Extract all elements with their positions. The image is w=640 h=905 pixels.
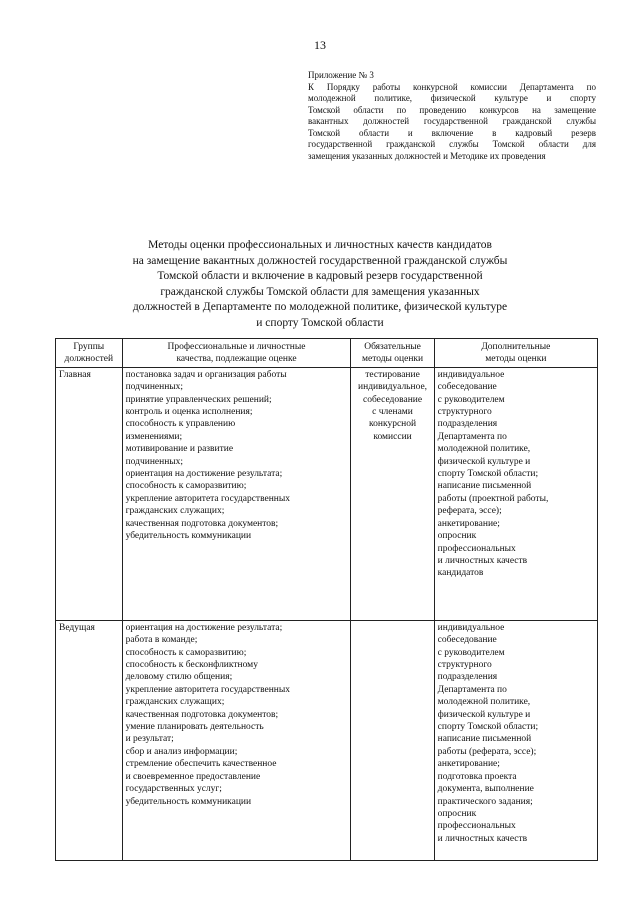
title-line: и спорту Томской области	[256, 316, 384, 329]
cell-line: кандидатов	[437, 568, 484, 579]
cell-line: работы (проектной работы,	[437, 493, 549, 504]
cell-required-methods	[351, 367, 434, 620]
cell-line: качественная подготовка документов;	[125, 518, 279, 529]
cell-line: работа в команде;	[125, 635, 198, 646]
cell-qualities	[122, 367, 351, 620]
header-text: Обязательные	[364, 342, 421, 352]
cell-line: реферата, эссе);	[437, 506, 502, 517]
cell-line: убедительность коммуникации	[125, 531, 252, 542]
cell-additional-methods	[434, 367, 597, 620]
cell-line: убедительность коммуникации	[125, 796, 252, 807]
cell-line: написание письменной	[437, 481, 532, 492]
cell-line: и личностных качеств	[437, 833, 528, 844]
cell-line: ориентация на достижение результата;	[125, 469, 283, 480]
cell-line: работы (реферата, эссе);	[437, 746, 537, 757]
header-text: Группы	[73, 342, 105, 352]
cell-line: подчиненных;	[125, 456, 184, 467]
appendix-note	[308, 70, 596, 162]
cell-line: с членами	[372, 407, 413, 418]
cell-line: подразделения	[437, 419, 498, 430]
cell-line: подготовка проекта	[437, 771, 517, 782]
cell-line: способность к бесконфликтному	[125, 660, 258, 671]
cell-line: написание письменной	[437, 734, 532, 745]
header-text: качества, подлежащие оценке	[176, 354, 297, 365]
cell-line: практического задания;	[437, 796, 533, 807]
cell-line: физической культуре и	[437, 709, 531, 720]
cell-line: опросник	[437, 531, 477, 542]
appendix-line: Томской области по проведению конкурсов на замещение	[308, 104, 596, 115]
cell-line: контроль и оценка исполнения;	[125, 407, 253, 418]
cell-line: ориентация на достижение результата;	[125, 622, 283, 633]
document-title	[90, 238, 550, 332]
cell-line: деловому стилю общения;	[125, 672, 233, 683]
cell-line: собеседование	[362, 394, 423, 405]
cell-qualities	[122, 620, 351, 860]
cell-line: укрепление авторитета государственных	[125, 493, 291, 504]
group-name: Главная	[59, 369, 91, 380]
cell-line: молодежной политике,	[437, 697, 531, 708]
appendix-line: вакантных должностей государственной гражданской службы	[308, 116, 596, 126]
cell-line: постановка задач и организация работы	[125, 369, 287, 380]
appendix-line: замещения указанных должностей и Методике их проведения	[308, 150, 546, 161]
cell-line: индивидуальное	[437, 622, 505, 633]
header-text: Дополнительные	[481, 342, 551, 352]
cell-line: с руководителем	[437, 394, 505, 405]
header-text: Профессиональные и личностные	[167, 342, 306, 352]
cell-line: опросник	[437, 808, 477, 819]
cell-line: конкурсной	[369, 419, 417, 430]
cell-line: подчиненных;	[125, 382, 184, 393]
header-additional-methods	[434, 339, 597, 368]
table-header-row	[56, 339, 598, 368]
cell-line: принятие управленческих решений;	[125, 394, 272, 405]
cell-line: умение планировать деятельность	[125, 722, 264, 733]
assessment-methods-table	[55, 338, 598, 861]
cell-line: государственных услуг;	[125, 784, 222, 795]
cell-line: стремление обеспечить качественное	[125, 759, 277, 770]
header-required-methods	[351, 339, 434, 368]
group-name: Ведущая	[59, 622, 95, 633]
cell-line: собеседование	[437, 635, 497, 646]
cell-line: и результат;	[125, 734, 174, 745]
cell-line: с руководителем	[437, 647, 505, 658]
cell-line: гражданских служащих;	[125, 506, 225, 517]
page-number: 13	[314, 38, 326, 52]
cell-line: комиссии	[373, 431, 412, 442]
cell-line: анкетирование;	[437, 759, 500, 770]
cell-line: способность к управлению	[125, 419, 236, 430]
cell-line: профессиональных	[437, 821, 516, 832]
appendix-line: Томской области и включение в кадровый резерв	[308, 127, 596, 138]
cell-line: документа, выполнение	[437, 784, 534, 795]
cell-line: и личностных качеств	[437, 555, 528, 566]
cell-line: способность к саморазвитию;	[125, 481, 247, 492]
cell-line: мотивирование и развитие	[125, 444, 234, 455]
cell-line: качественная подготовка документов;	[125, 709, 279, 720]
cell-line: Департамента по	[437, 431, 507, 442]
title-line: гражданской службы Томской области для замещения указанных	[160, 285, 480, 298]
cell-additional-methods	[434, 620, 597, 860]
cell-group	[56, 367, 123, 620]
cell-line: структурного	[437, 660, 492, 671]
header-qualities	[122, 339, 351, 368]
title-line: Томской области и включение в кадровый резерв государственной	[157, 270, 483, 283]
cell-line: анкетирование;	[437, 518, 500, 529]
cell-line: подразделения	[437, 672, 498, 683]
cell-line: тестирование	[365, 369, 420, 380]
cell-line: способность к саморазвитию;	[125, 647, 247, 658]
appendix-line: молодежной политике, физической культуре и спорту	[308, 93, 596, 103]
title-line: должностей в Департаменте по молодежной политике, физической культуре	[132, 301, 508, 314]
cell-line: изменениями;	[125, 431, 183, 442]
cell-line: профессиональных	[437, 543, 516, 554]
title-line: на замещение вакантных должностей государственной гражданской службы	[132, 254, 508, 267]
cell-line: молодежной политике,	[437, 444, 531, 455]
header-position-group	[56, 339, 123, 368]
appendix-line: Приложение № 3	[308, 70, 374, 80]
cell-line: физической культуре и	[437, 456, 531, 467]
appendix-line: К Порядку работы конкурсной комиссии Департамента по	[308, 81, 596, 92]
cell-line: индивидуальное	[437, 369, 505, 380]
cell-line: и своевременное предоставление	[125, 771, 261, 782]
header-text: должностей	[64, 354, 114, 365]
cell-line: укрепление авторитета государственных	[125, 684, 291, 695]
cell-line: структурного	[437, 407, 492, 418]
title-line: Методы оценки профессиональных и личностных качеств кандидатов	[148, 239, 492, 251]
appendix-line: государственной гражданской службы Томской области для	[308, 139, 596, 149]
header-text: методы оценки	[485, 354, 547, 365]
cell-line: собеседование	[437, 382, 497, 393]
cell-required-methods	[351, 620, 434, 860]
table-row-main	[56, 367, 598, 620]
header-text: методы оценки	[361, 354, 424, 365]
cell-line: сбор и анализ информации;	[125, 746, 238, 757]
cell-group	[56, 620, 123, 860]
cell-line: Департамента по	[437, 684, 507, 695]
cell-line: спорту Томской области;	[437, 469, 539, 480]
table-row-leading	[56, 620, 598, 860]
cell-line: спорту Томской области;	[437, 722, 539, 733]
cell-line: индивидуальное,	[358, 382, 428, 393]
cell-line: гражданских служащих;	[125, 697, 225, 708]
